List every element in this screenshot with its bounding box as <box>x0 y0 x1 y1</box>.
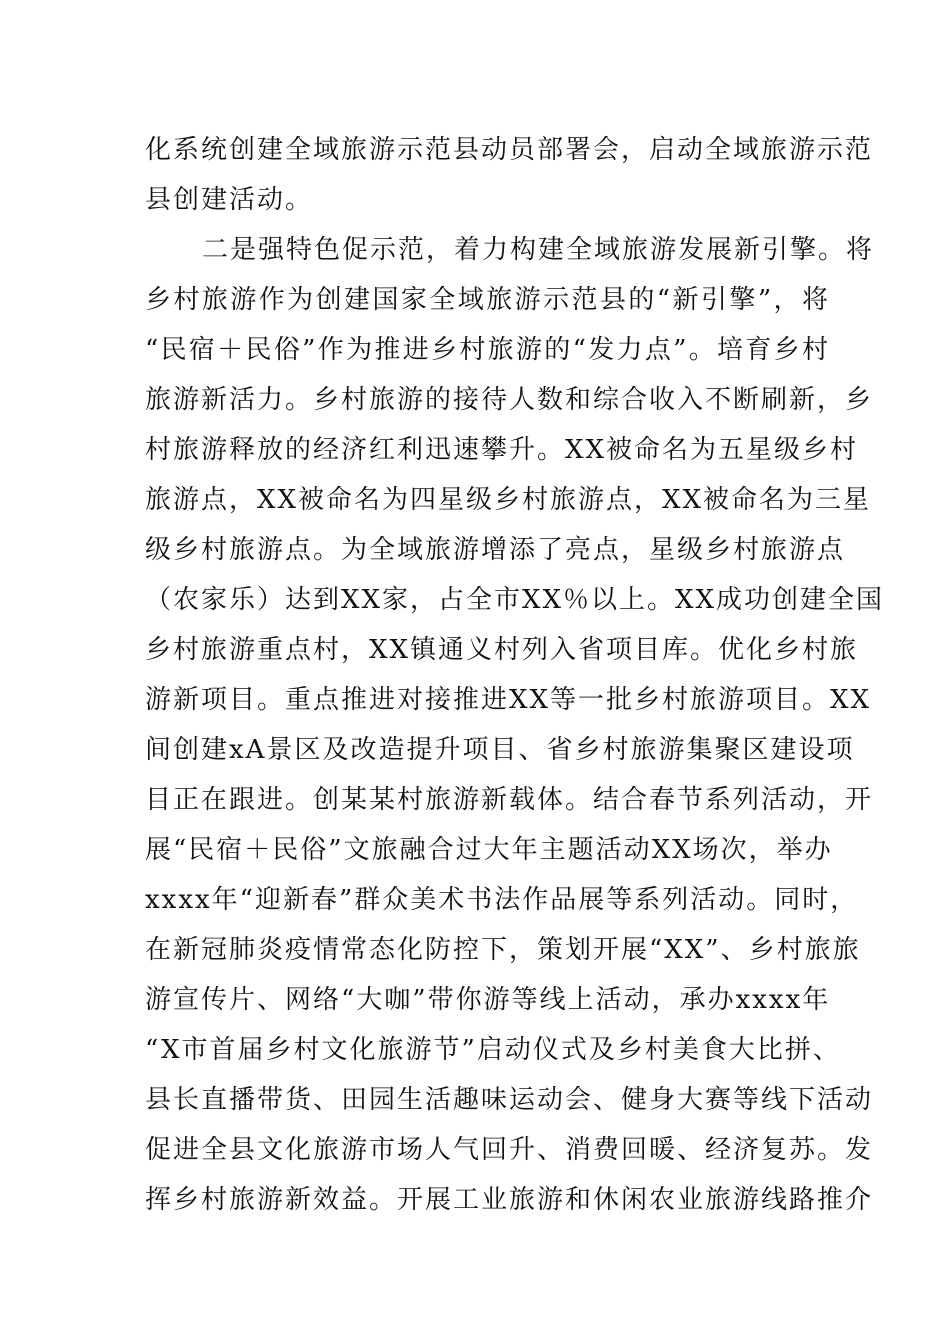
text-line: 乡村旅游重点村，XX镇通义村列入省项目库。优化乡村旅 <box>145 635 859 665</box>
text-line: 目正在跟进。创某某村旅游新载体。结合春节系列活动，开 <box>145 785 874 815</box>
text-line: 游宣传片、网络“大咖”带你游等线上活动，承办xxxx年 <box>145 985 831 1015</box>
text-line: 挥乡村旅游新效益。开展工业旅游和休闲农业旅游线路推介 <box>145 1185 874 1215</box>
text-line: xxxx年“迎新春”群众美术书法作品展等系列活动。同时， <box>145 885 859 915</box>
text-line: 旅游新活力。乡村旅游的接待人数和综合收入不断刷新，乡 <box>145 385 874 415</box>
text-line: （农家乐）达到XX家，占全市XX％以上。XX成功创建全国 <box>145 585 885 615</box>
text-line: 旅游点，XX被命名为四星级乡村旅游点，XX被命名为三星 <box>145 485 872 515</box>
text-line: 级乡村旅游点。为全域旅游增添了亮点，星级乡村旅游点 <box>145 535 846 565</box>
text-line: 化系统创建全域旅游示范县动员部署会，启动全域旅游示范 <box>145 135 874 165</box>
text-line: 县创建活动。 <box>145 185 314 215</box>
text-line: 县长直播带货、田园生活趣味运动会、健身大赛等线下活动 <box>145 1085 874 1115</box>
text-line: 间创建xA景区及改造提升项目、省乡村旅游集聚区建设项 <box>145 735 855 765</box>
text-line: 促进全县文化旅游市场人气回升、消费回暖、经济复苏。发 <box>145 1135 874 1165</box>
text-line: “X市首届乡村文化旅游节”启动仪式及乡村美食大比拼、 <box>145 1035 841 1065</box>
text-line: 乡村旅游作为创建国家全域旅游示范县的“新引擎”，将 <box>145 285 830 315</box>
text-line: 在新冠肺炎疫情常态化防控下，策划开展“XX”、乡村旅旅 <box>145 935 861 965</box>
paragraph-start-line: 二是强特色促示范，着力构建全域旅游发展新引擎。将 <box>202 235 875 265</box>
text-line: “民宿＋民俗”作为推进乡村旅游的“发力点”。培育乡村 <box>145 335 830 365</box>
text-line: 游新项目。重点推进对接推进XX等一批乡村旅游项目。XX <box>145 685 872 715</box>
text-line: 村旅游释放的经济红利迅速攀升。XX被命名为五星级乡村 <box>145 435 859 465</box>
text-line: 展“民宿＋民俗”文旅融合过大年主题活动XX场次，举办 <box>145 835 833 865</box>
document-page <box>145 125 885 1225</box>
